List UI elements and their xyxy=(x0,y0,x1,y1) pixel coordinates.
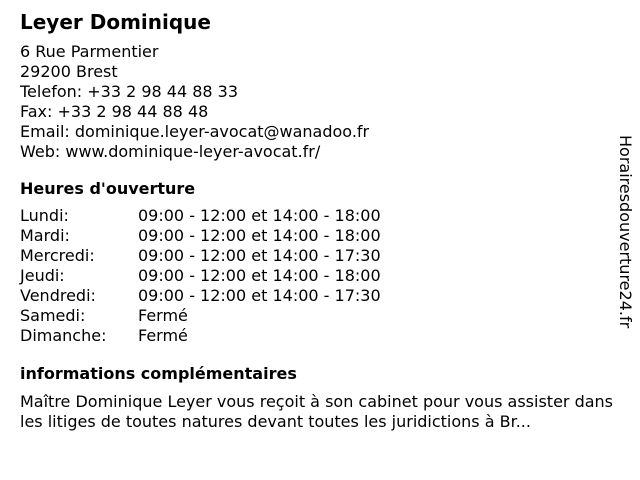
info-text: Maître Dominique Leyer vous reçoit à son cabinet pour vous assister dans les litiges de toutes natures devant toutes les juridictions à Br... xyxy=(20,392,614,431)
hours-table xyxy=(20,206,620,346)
address-street: 6 Rue Parmentier xyxy=(20,42,159,61)
hours-time: 09:00 - 12:00 et 14:00 - 17:30 xyxy=(138,246,381,265)
hours-day: Mardi: xyxy=(20,226,70,245)
business-name: Leyer Dominique xyxy=(20,10,211,34)
hours-time: 09:00 - 12:00 et 14:00 - 18:00 xyxy=(138,226,381,245)
hours-row xyxy=(20,266,620,286)
hours-day: Vendredi: xyxy=(20,286,96,305)
fax-line: Fax: +33 2 98 44 88 48 xyxy=(20,102,209,121)
hours-time: 09:00 - 12:00 et 14:00 - 18:00 xyxy=(138,206,381,225)
hours-time: 09:00 - 12:00 et 14:00 - 17:30 xyxy=(138,286,381,305)
phone-line: Telefon: +33 2 98 44 88 33 xyxy=(20,82,239,101)
site-watermark: Horairesdouverture24.fr xyxy=(616,135,635,329)
hours-time: Fermé xyxy=(138,306,188,325)
web-line: Web: www.dominique-leyer-avocat.fr/ xyxy=(20,142,321,161)
hours-day: Jeudi: xyxy=(20,266,65,285)
hours-heading: Heures d'ouverture xyxy=(20,179,196,198)
hours-day: Dimanche: xyxy=(20,326,107,345)
hours-day: Lundi: xyxy=(20,206,69,225)
hours-day: Samedi: xyxy=(20,306,86,325)
info-heading: informations complémentaires xyxy=(20,364,297,383)
address-city: 29200 Brest xyxy=(20,62,118,81)
business-card xyxy=(20,10,620,432)
hours-day: Mercredi: xyxy=(20,246,95,265)
hours-row xyxy=(20,226,620,246)
hours-row xyxy=(20,246,620,266)
hours-row xyxy=(20,326,620,346)
hours-row xyxy=(20,206,620,226)
hours-time: Fermé xyxy=(138,326,188,345)
hours-time: 09:00 - 12:00 et 14:00 - 18:00 xyxy=(138,266,381,285)
email-line: Email: dominique.leyer-avocat@wanadoo.fr xyxy=(20,122,370,141)
hours-row xyxy=(20,306,620,326)
hours-row xyxy=(20,286,620,306)
